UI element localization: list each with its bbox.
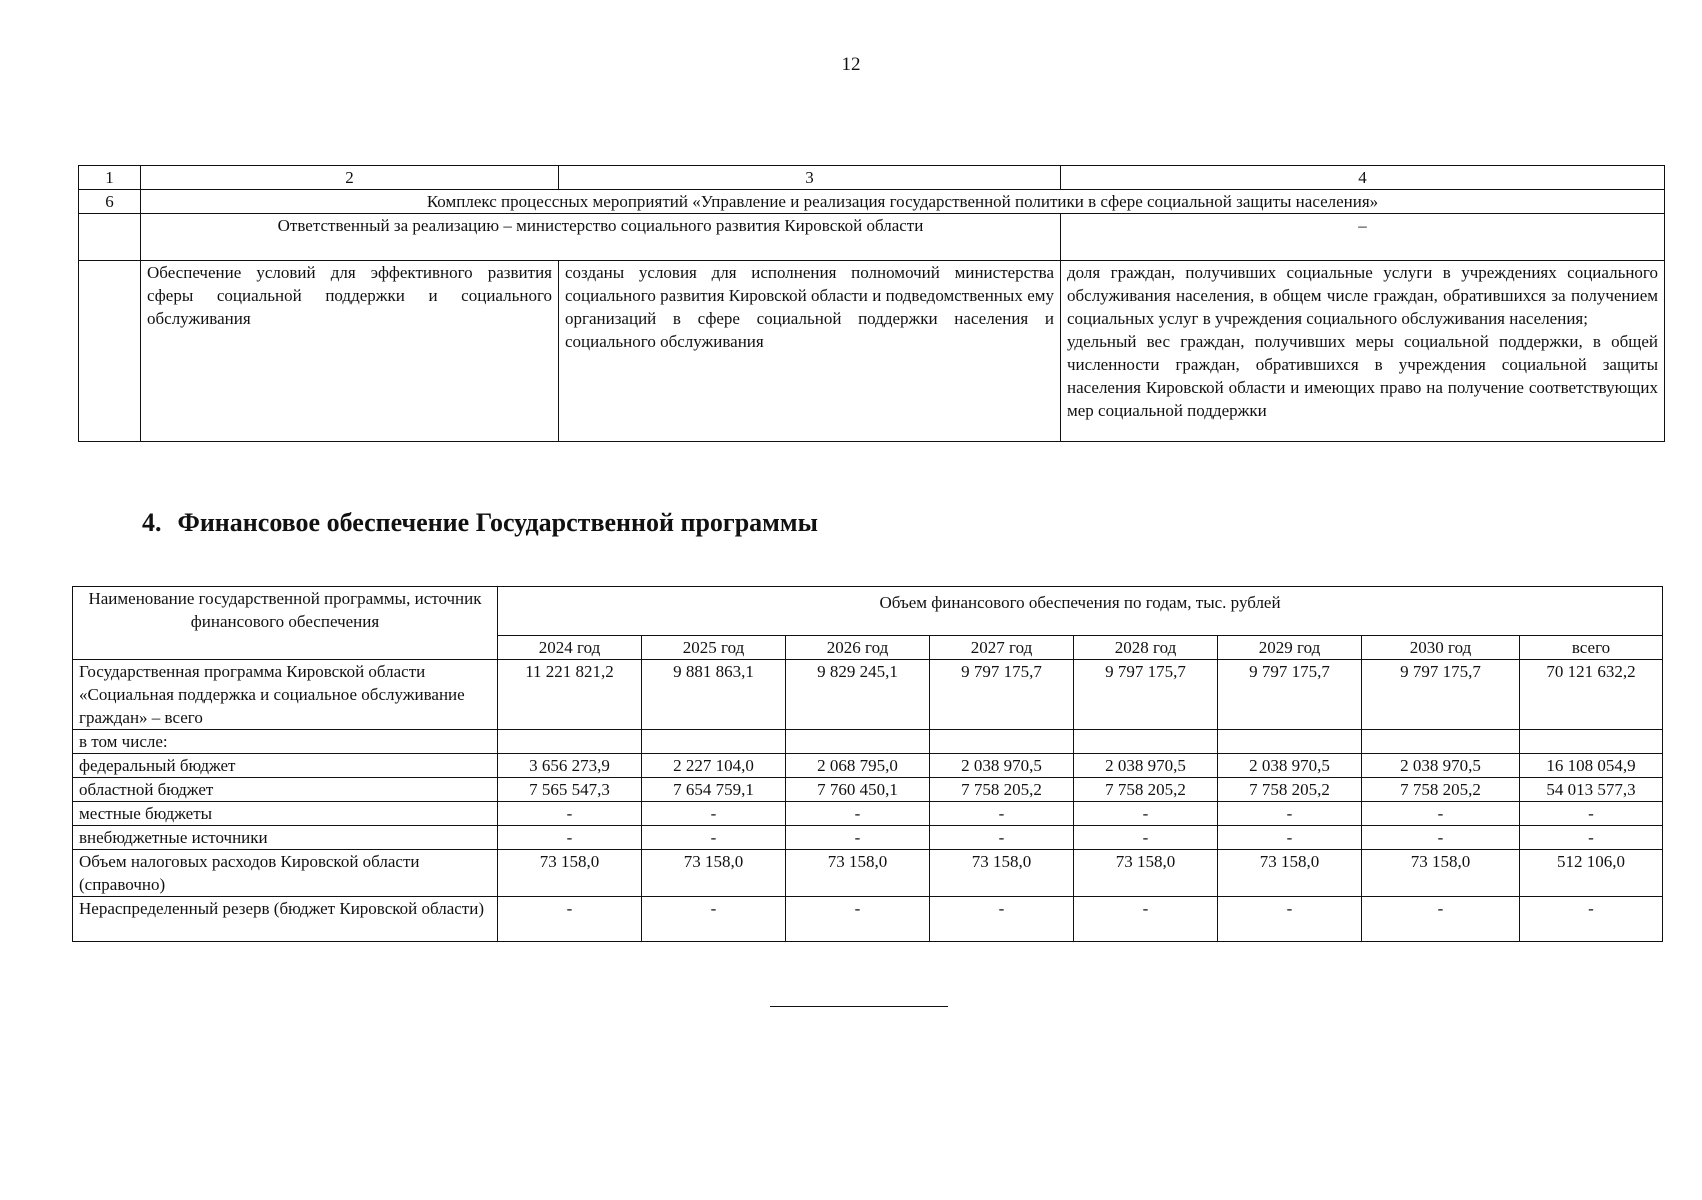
finance-row-name: местные бюджеты bbox=[73, 802, 498, 826]
finance-row-name: областной бюджет bbox=[73, 778, 498, 802]
finance-value: 2 038 970,5 bbox=[930, 754, 1074, 778]
finance-value: 9 881 863,1 bbox=[642, 660, 786, 730]
finance-value: - bbox=[1218, 826, 1362, 850]
finance-table bbox=[72, 586, 1663, 942]
finance-value: - bbox=[1362, 802, 1520, 826]
finance-value: 7 758 205,2 bbox=[1362, 778, 1520, 802]
finance-value: - bbox=[642, 826, 786, 850]
finance-value: 7 565 547,3 bbox=[498, 778, 642, 802]
responsible-cell bbox=[141, 214, 1061, 261]
finance-value: 512 106,0 bbox=[1520, 850, 1663, 897]
finance-value: - bbox=[498, 826, 642, 850]
finance-row bbox=[73, 826, 1663, 850]
col-header-3: 3 bbox=[559, 166, 1061, 190]
result-cell: созданы условия для исполнения полномочий министерства социального развития Кировской области и подведомственных ему организаций в сфере социальной поддержки населения и социального обслуживания bbox=[559, 261, 1061, 442]
finance-value: - bbox=[1520, 826, 1663, 850]
finance-header-row bbox=[73, 587, 1663, 636]
finance-value bbox=[786, 730, 930, 754]
empty-cell bbox=[79, 214, 141, 261]
finance-value: 73 158,0 bbox=[498, 850, 642, 897]
year-header: всего bbox=[1520, 636, 1663, 660]
finance-value: - bbox=[642, 897, 786, 942]
finance-row-name: Нераспределенный резерв (бюджет Кировской области) bbox=[73, 897, 498, 942]
finance-value: - bbox=[642, 802, 786, 826]
head-volume: Объем финансового обеспечения по годам, тыс. рублей bbox=[498, 587, 1663, 636]
finance-row bbox=[73, 897, 1663, 942]
row-number: 6 bbox=[79, 190, 141, 214]
finance-row bbox=[73, 754, 1663, 778]
finance-value: 9 829 245,1 bbox=[786, 660, 930, 730]
finance-value: - bbox=[1074, 897, 1218, 942]
finance-value: 7 654 759,1 bbox=[642, 778, 786, 802]
finance-value bbox=[1362, 730, 1520, 754]
finance-value: 3 656 273,9 bbox=[498, 754, 642, 778]
responsible-row bbox=[79, 214, 1665, 261]
col-header-4: 4 bbox=[1061, 166, 1665, 190]
finance-value: 2 227 104,0 bbox=[642, 754, 786, 778]
year-header: 2024 год bbox=[498, 636, 642, 660]
col-header-2: 2 bbox=[141, 166, 559, 190]
finance-value bbox=[930, 730, 1074, 754]
col-header-1: 1 bbox=[79, 166, 141, 190]
finance-value: 7 758 205,2 bbox=[1218, 778, 1362, 802]
year-header: 2029 год bbox=[1218, 636, 1362, 660]
finance-value: - bbox=[786, 897, 930, 942]
finance-value: - bbox=[498, 897, 642, 942]
finance-value bbox=[498, 730, 642, 754]
finance-value: 2 038 970,5 bbox=[1362, 754, 1520, 778]
finance-value: 9 797 175,7 bbox=[1218, 660, 1362, 730]
finance-value: 7 758 205,2 bbox=[930, 778, 1074, 802]
column-number-row bbox=[79, 166, 1665, 190]
finance-value: - bbox=[1520, 802, 1663, 826]
finance-row-name: внебюджетные источники bbox=[73, 826, 498, 850]
finance-value: - bbox=[1074, 826, 1218, 850]
finance-value: - bbox=[786, 826, 930, 850]
finance-value: 73 158,0 bbox=[1218, 850, 1362, 897]
finance-row-name: Государственная программа Кировской области «Социальная поддержка и социальное обслуживание граждан» – всего bbox=[73, 660, 498, 730]
finance-row bbox=[73, 730, 1663, 754]
finance-value: 73 158,0 bbox=[1362, 850, 1520, 897]
finance-value: 70 121 632,2 bbox=[1520, 660, 1663, 730]
finance-value: 54 013 577,3 bbox=[1520, 778, 1663, 802]
finance-value bbox=[642, 730, 786, 754]
finance-value: 2 038 970,5 bbox=[1218, 754, 1362, 778]
indicator-1: доля граждан, получивших социальные услуги в учреждениях социального обслуживания населения, в общем числе граждан, обратившихся за получением социальных услуг в учреждения социального обслуживания населения; bbox=[1067, 263, 1658, 328]
finance-value: - bbox=[1074, 802, 1218, 826]
finance-value: 7 758 205,2 bbox=[1074, 778, 1218, 802]
finance-value bbox=[1520, 730, 1663, 754]
finance-value bbox=[1074, 730, 1218, 754]
section-title: Финансовое обеспечение Государственной программы bbox=[177, 508, 818, 537]
finance-value: 11 221 821,2 bbox=[498, 660, 642, 730]
objectives-table bbox=[78, 165, 1665, 442]
task-cell: Обеспечение условий для эффективного развития сферы социальной поддержки и социального обслуживания bbox=[141, 261, 559, 442]
responsible-right: – bbox=[1061, 214, 1665, 261]
finance-value: - bbox=[930, 802, 1074, 826]
finance-row-name: федеральный бюджет bbox=[73, 754, 498, 778]
finance-value: - bbox=[1218, 897, 1362, 942]
head-name: Наименование государственной программы, источник финансового обеспечения bbox=[73, 587, 498, 660]
indicator-cell bbox=[1061, 261, 1665, 442]
finance-row bbox=[73, 778, 1663, 802]
finance-value: - bbox=[1218, 802, 1362, 826]
complex-title: Комплекс процессных мероприятий «Управление и реализация государственной политики в сфере социальной защиты населения» bbox=[141, 190, 1665, 214]
finance-value: - bbox=[930, 897, 1074, 942]
finance-value: 73 158,0 bbox=[1074, 850, 1218, 897]
finance-value: - bbox=[1362, 826, 1520, 850]
task-row bbox=[79, 261, 1665, 442]
indicator-2: удельный вес граждан, получивших меры социальной поддержки, в общей численности граждан, обратившихся в учреждения социальной защиты населения Кировской области и имеющих право на получение соответствующих мер социальной поддержки bbox=[1067, 332, 1658, 420]
complex-row bbox=[79, 190, 1665, 214]
section-number: 4. bbox=[142, 508, 162, 537]
finance-body bbox=[73, 660, 1663, 942]
finance-value bbox=[1218, 730, 1362, 754]
finance-row bbox=[73, 802, 1663, 826]
finance-value: - bbox=[1362, 897, 1520, 942]
empty-cell bbox=[79, 261, 141, 442]
finance-value: 9 797 175,7 bbox=[1074, 660, 1218, 730]
finance-value: - bbox=[930, 826, 1074, 850]
year-header: 2028 год bbox=[1074, 636, 1218, 660]
finance-row-name: Объем налоговых расходов Кировской области (справочно) bbox=[73, 850, 498, 897]
finance-value: 7 760 450,1 bbox=[786, 778, 930, 802]
page-number: 12 bbox=[841, 54, 861, 75]
finance-value: 73 158,0 bbox=[930, 850, 1074, 897]
year-header: 2026 год bbox=[786, 636, 930, 660]
finance-value: 73 158,0 bbox=[786, 850, 930, 897]
finance-value: - bbox=[786, 802, 930, 826]
year-header: 2027 год bbox=[930, 636, 1074, 660]
finance-row-name: в том числе: bbox=[73, 730, 498, 754]
finance-value: 2 038 970,5 bbox=[1074, 754, 1218, 778]
finance-value: 16 108 054,9 bbox=[1520, 754, 1663, 778]
finance-value: 9 797 175,7 bbox=[1362, 660, 1520, 730]
finance-value: 9 797 175,7 bbox=[930, 660, 1074, 730]
finance-row bbox=[73, 660, 1663, 730]
finance-value: - bbox=[498, 802, 642, 826]
responsible-text: Ответственный за реализацию – министерство социального развития Кировской области bbox=[277, 216, 924, 235]
footer-divider bbox=[770, 1006, 948, 1007]
finance-value: 73 158,0 bbox=[642, 850, 786, 897]
year-header: 2025 год bbox=[642, 636, 786, 660]
year-header: 2030 год bbox=[1362, 636, 1520, 660]
finance-value: - bbox=[1520, 897, 1663, 942]
section-heading bbox=[142, 508, 818, 538]
finance-value: 2 068 795,0 bbox=[786, 754, 930, 778]
finance-row bbox=[73, 850, 1663, 897]
